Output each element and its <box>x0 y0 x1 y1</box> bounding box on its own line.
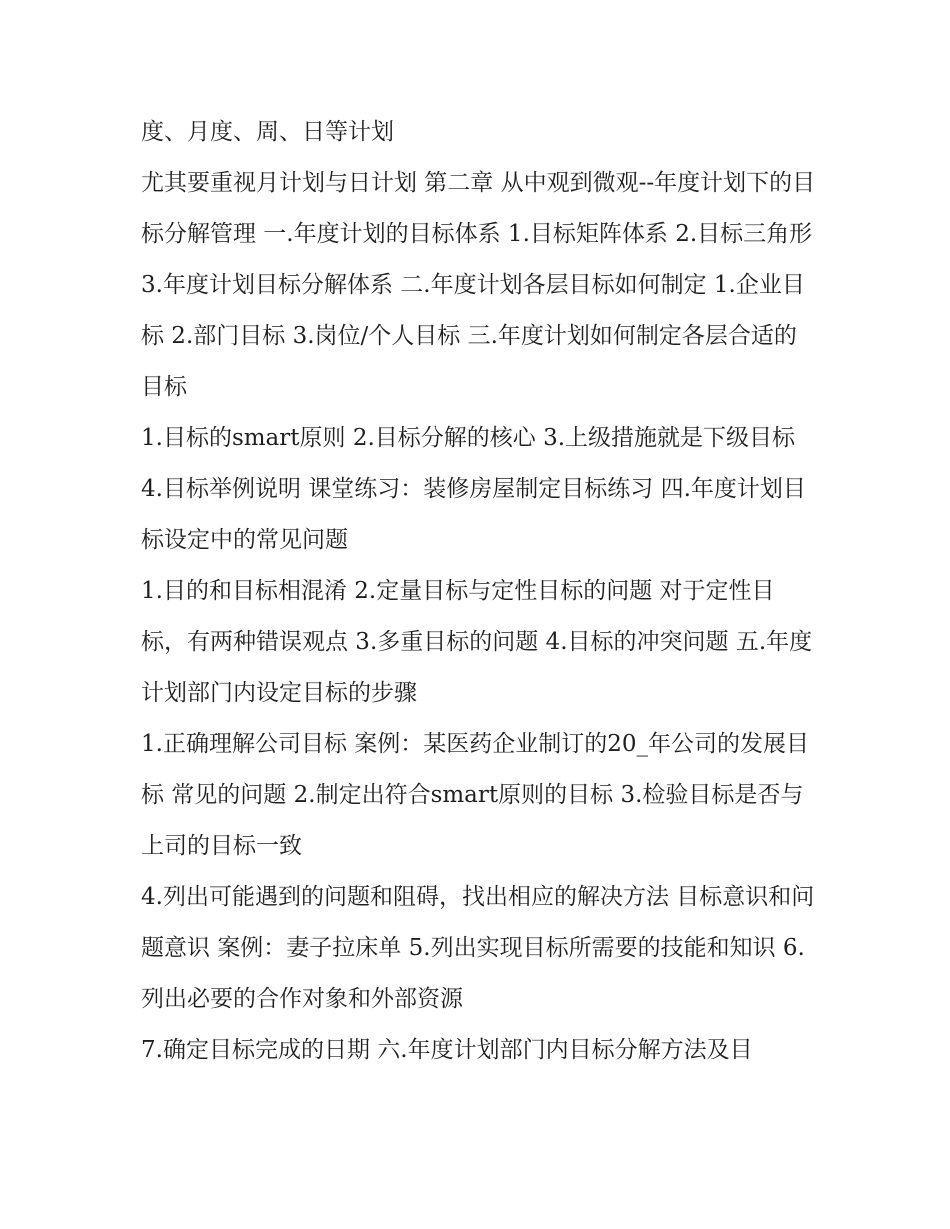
paragraph-3: 3.年度计划目标分解体系 二.年度计划各层目标如何制定 1.企业目标 2.部门目标 3.岗位/个人目标 三.年度计划如何制定各层合适的目标 <box>141 272 805 400</box>
paragraph-6: 1.正确理解公司目标 案例：某医药企业制订的20_年公司的发展目标 常见的问题 2.制定出符合smart原则的目标 3.检验目标是否与上司的目标一致 <box>141 731 810 859</box>
document-body <box>141 107 816 1076</box>
paragraph-1: 度、月度、周、日等计划 <box>141 119 394 145</box>
paragraph-8: 7.确定目标完成的日期 六.年度计划部门内目标分解方法及目 <box>141 1037 753 1063</box>
paragraph-2: 尤其要重视月计划与日计划 第二章 从中观到微观--年度计划下的目标分解管理 一.年度计划的目标体系 1.目标矩阵体系 2.目标三角形 <box>141 170 816 247</box>
paragraph-4: 1.目标的smart原则 2.目标分解的核心 3.上级措施就是下级目标 4.目标举例说明 课堂练习：装修房屋制定目标练习 四.年度计划目标设定中的常见问题 <box>141 425 806 553</box>
paragraph-7: 4.列出可能遇到的问题和阻碍，找出相应的解决方法 目标意识和问题意识 案例：妻子拉床单 5.列出实现目标所需要的技能和知识 6.列出必要的合作对象和外部资源 <box>141 884 815 1012</box>
paragraph-5: 1.目的和目标相混淆 2.定量目标与定性目标的问题 对于定性目标，有两种错误观点 3.多重目标的问题 4.目标的冲突问题 五.年度计划部门内设定目标的步骤 <box>141 578 813 706</box>
